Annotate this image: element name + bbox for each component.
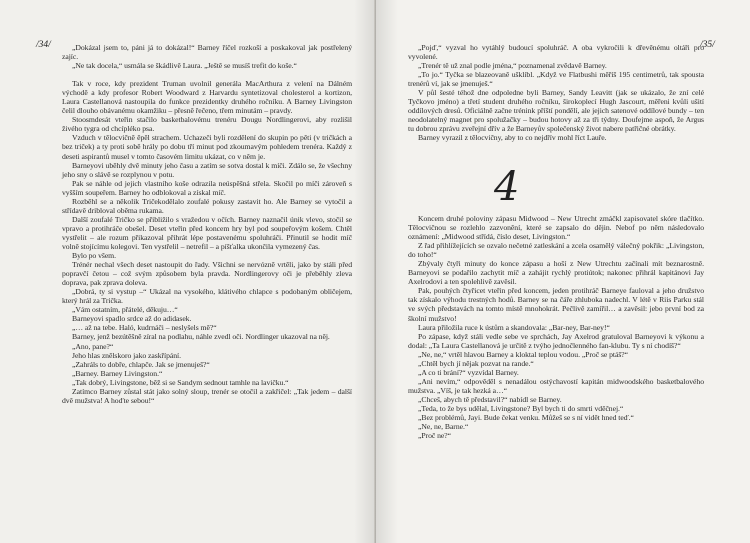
paragraph: V půl šesté téhož dne odpoledne byli Barney, Sandy Leavitt (jak se ukázalo, že zní celé Tyčkovo jméno) a třetí student druhého ročníku, širokoplecí Hugh Jascourt, měřeni kvůli ušití oddílových dresů. Oficiálně začne trénink příští pondělí, ale jejich satenové oddílové bundy – ten neodolatelný magnet pro spolužačky – budou hotovy až za tři týdny. Doufejme aspoň, že Argus tu dobrou zprávu zveřejní dřív a že Barneyův společenský život nabere patřičné obrátky. (408, 88, 704, 134)
paragraph: Trénér nechal všech deset nastoupit do řady. Všichni se nervózně vrtěli, jako by stáli před popravčí četou – což svým způsobem byla pravda. Nordlingerovy oči je přeběhly zleva doprava, pak zprava doleva. (62, 260, 352, 288)
paragraph: „A co ti brání?“ vyzvídal Barney. (418, 367, 519, 377)
paragraph: Barneyovi uběhly dvě minuty jeho času a zatím se sotva dostal k míči. Zdálo se, že všechny jeho sny o slávě se rozplynou v potu. (62, 160, 352, 179)
paragraph: Barney, jenž bezútěšně zíral na podlahu, náhle zvedl oči. Nordlinger ukazoval na něj. (72, 332, 330, 342)
left-page-gutter-shadow (354, 0, 376, 543)
paragraph: „Proč ne?“ (418, 431, 452, 441)
paragraph: „Pojď,“ vyzval ho vytáhlý budoucí spoluhráč. A oba vykročili k dřevěnému oltáři pro vyvolené. (408, 43, 704, 62)
paragraph: Stoosmdesát vteřin stačilo basketbalovému trenéru Dougu Nordlingerovi, aby rozlišil živého tygra od chcípléko psa. (62, 115, 352, 134)
paragraph: „… až na tebe. Haló, kudrnáči – neslyšels mě?“ (72, 323, 217, 333)
paragraph: „Zahráls to dobře, chlapče. Jak se jmenuješ?“ (72, 359, 210, 369)
paragraph: Zatímco Barney zůstal stát jako solný sloup, trenér se otočil a zakřičel: „Tak jedem – další dvě mužstva! A hoďte sebou!“ (62, 386, 352, 405)
paragraph: Z řad přihlížejících se ozvalo nečetné zatleskání a zcela osamělý válečný pokřik: „Livingston, do toho!“ (408, 241, 704, 260)
paragraph: „Teda, to že bys udělal, Livingstone? Byl bych ti do smrti vděčnej.“ (418, 403, 624, 413)
paragraph: „Chceš, abych tě představil?“ nabídl se Barney. (418, 394, 562, 404)
left-page-number: /34/ (36, 40, 51, 50)
paragraph: Bylo po všem. (72, 251, 116, 261)
paragraph: Barney vyrazil z tělocvičny, aby to co nejdřív mohl říct Lauře. (418, 133, 607, 143)
paragraph: „Bez problémů, Jayi. Bude čekat venku. Můžeš se s ní vidět hned teď.“ (418, 413, 634, 423)
paragraph: „Ani nevím,“ odpověděl s nenadálou ostýchavostí kapitán midwoodského basketbalového mužstva. „Víš, je tak hezká a…“ (408, 376, 704, 395)
paragraph: „Ano, pane?“ (72, 341, 114, 351)
paragraph: Tak v roce, kdy prezident Truman uvolnil generála MacArthura z velení na Dálném východě a kdy profesor Robert Woodward z Harvardu syntetizoval cholesterol a kortizon, Laura Castellanová nastoupila do funkce prezidentky druhého ročníku. A Barney Livingston čelil dlouho obávanému okamžiku – přesně řečeno, třem minutám – pravdy. (62, 79, 352, 116)
chapter-number: 4 (494, 164, 520, 210)
right-page-number: /35/ (700, 40, 715, 50)
paragraph: Koncem druhé poloviny zápasu Midwood – New Utrecht zmáčkl zapisovatel skóre tlačítko. Tělocvičnou se rozlehlo zazvonění, které se zapsalo do dějin. Nebof po něm následovalo oznámení: „Midwood střídá, číslo deset, Livingston.“ (408, 214, 704, 242)
paragraph: Po zápase, když stáli vedle sebe ve sprchách, Jay Axelrod gratuloval Barneyovi k výkonu a dodal: „Ta Laura Castellanová je určitě z tvýho jednočlenného fan-klubu. Ty s ní chodíš?“ (408, 331, 704, 350)
paragraph: „Barney. Barney Livingston.“ (72, 368, 163, 378)
paragraph: Laura přiložila ruce k ústům a skandovala: „Bar-ney, Bar-ney!“ (418, 322, 610, 332)
paragraph: „To jo.“ Tyčka se blazeovaně ušklíbl. „Když ve Flatbushi měříš 195 centimetrů, tak spousta trenérů ví, jak se jmenuješ.“ (408, 70, 704, 89)
paragraph: „Dobrá, ty si vystup –“ Ukázal na vysokého, klátivého chlapce s podobaným obličejem, který hrál za Trička. (62, 287, 352, 306)
right-page-text-top (408, 43, 704, 143)
paragraph: Zbývaly čtyři minuty do konce zápasu a hoší z New Utrechtu začínali mít beznarostně. Barneyovi se podařilo zachytit míč a zahájit rychlý protiútok; nakonec přihrál kapitánovi Jay Axelrodovi a ten spolehlivě zavěsil. (408, 259, 704, 287)
paragraph: Vzduch v tělocvičně ěpěl strachem. Uchazeči byli rozdělení do skupin po pěti (v tričkách a bez triček) a ty proti sobě hrály po dobu tří minut pod zkoumavým pohledem trenéra. Každý z deseti aspirantů musel v tomto časovém limitu ukázat, co v něm je. (62, 133, 352, 161)
paragraph: Rozběhl se a několik Tričekodělalo zoufalé pokusy zastavit ho. Ale Barney se vytočil a střídavě dribloval oběma rukama. (62, 196, 352, 215)
paragraph: „Trenér tě už znal podle jména,“ poznamenal zvědavě Barney. (418, 61, 607, 71)
paragraph: „Ne tak docela,“ usmála se škádlivě Laura. „Ještě se musíš trefit do koše.“ (72, 61, 297, 71)
paragraph: „Vám ostatním, přátelé, děkuju…“ (72, 305, 178, 315)
paragraph: Jeho hlas znělskoro jako zaskřípání. (72, 350, 181, 360)
paragraph: „Ne, ne,“ vrtěl hlavou Barney a kloktal teplou vodou. „Proč se ptáš?“ (418, 349, 629, 359)
paragraph: Pak, pouhých čtyřicet vteřin před koncem, jeden protihráč Barneye fauloval a jeho družstvo tak získalo výhodu trestných hodů. Barney se na čáře zhluboka nadechl. V létě v Riis Parku stál ve svých představách na tomto místě mnohokrát. Pečlivě zamířil… a zavěsil: jebo první bod za školní mužstvo! (408, 286, 704, 323)
paragraph: „Ne, ne, Barne.“ (418, 422, 469, 432)
right-page-gutter-shadow (376, 0, 398, 543)
paragraph: Barneyovi spadlo srdce až do adidasek. (72, 314, 192, 324)
paragraph: „Tak dobrý, Livingstone, běž si se Sandym sednout tamhle na lavičku.“ (72, 377, 289, 387)
paragraph: Pak se náhle od jejich vlastního koše odrazila neúspěšná střela. Skočil po míči zároveň s vyšším soupeřem. Barney ho odblokoval a získal míč. (62, 178, 352, 197)
paragraph: „Dokázal jsem to, páni já to dokázal!“ Barney říčel rozkoší a poskakoval jak postřelený zajíc. (62, 43, 352, 62)
paragraph: Další zoufalé Tričko se přibližilo s vražedou v očích. Barney naznačil únik vlevo, stočil se vpravo a protihráče obešel. Deset vteřin před koncem hry byl pod soupeřovým košem. Chtěl vystřelit – ale rozum přikazoval přihrát lépe postavenému spoluhráči. Přinutil se hodit míč volně stojícímu kolegovi. Ten vystřelil – netrefil – a píšťalka ukončila vymezený čas. (62, 214, 352, 251)
left-page-text (62, 43, 352, 405)
right-page-text-bottom (408, 214, 704, 440)
paragraph: „Chtěl bych jí nějak pozvat na rande.“ (418, 358, 534, 368)
